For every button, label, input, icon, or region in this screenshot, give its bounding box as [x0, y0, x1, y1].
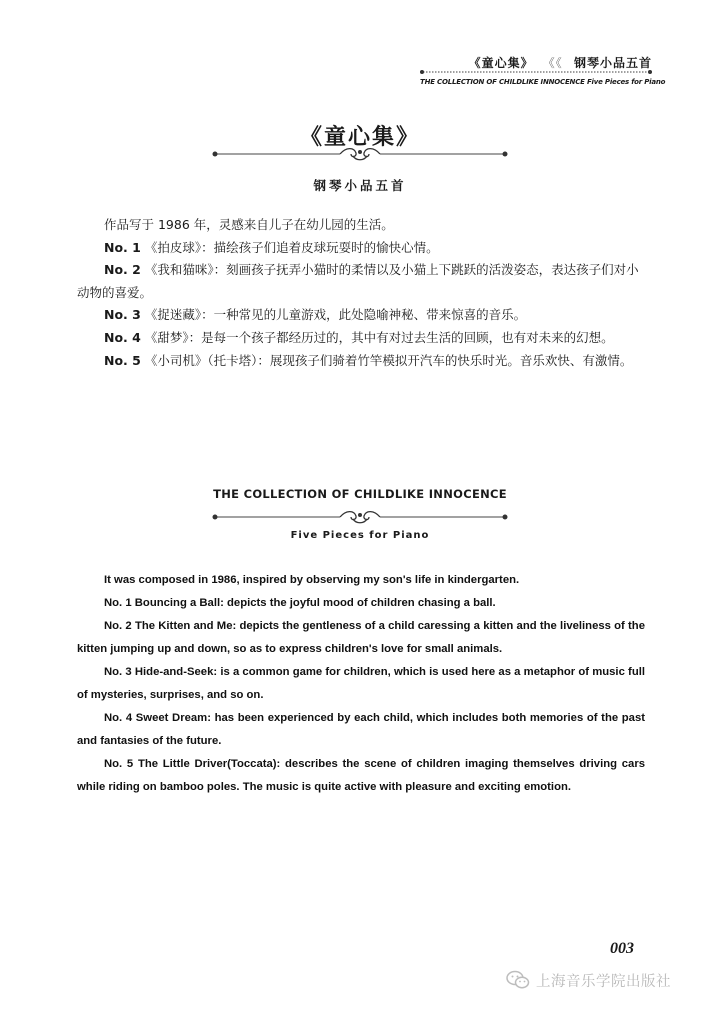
watermark-text: 上海音乐学院出版社	[536, 973, 671, 990]
en-paragraph: No. 1 Bouncing a Ball: depicts the joyful mood of children chasing a ball.	[104, 597, 496, 609]
ornament-divider	[210, 144, 510, 164]
header-cn-subtitle: 钢琴小品五首	[573, 56, 652, 70]
cn-paragraph-text: 《小司机》（托卡塔）：展现孩子们骑着竹竿模拟开汽车的快乐时光。音乐欢快、有激情。	[144, 352, 633, 368]
wechat-icon	[506, 970, 530, 990]
en-description	[77, 569, 645, 799]
en-paragraph: It was composed in 1986, inspired by observing my son's life in kindergarten.	[104, 574, 520, 586]
cn-piece-number: No. 4	[104, 329, 141, 345]
cn-paragraph-text: 作品写于 1986 年，灵感来自儿子在幼儿园的生活。	[104, 217, 394, 232]
cn-paragraph	[77, 350, 647, 373]
cn-paragraph	[77, 327, 647, 350]
cn-title: 《童心集》	[299, 125, 420, 150]
cn-paragraph-text: 《甜梦》：是每一个孩子都经历过的，其中有对过去生活的回顾，也有对未来的幻想。	[144, 329, 614, 345]
header-cn-title: 《童心集》	[468, 56, 534, 70]
cn-paragraph	[77, 237, 647, 260]
cn-paragraph-text: 《拍皮球》：描绘孩子们追着皮球玩耍时的愉快心情。	[144, 239, 439, 255]
header-en-line: THE COLLECTION OF CHILDLIKE INNOCENCE Five Pieces for Piano	[420, 78, 666, 86]
cn-description	[77, 214, 647, 372]
cn-paragraph-text: 《捉迷藏》：一种常见的儿童游戏，此处隐喻神秘、带来惊喜的音乐。	[144, 307, 527, 323]
cn-paragraph-text: 《我和猫咪》：刻画孩子抚弄小猫时的柔情以及小猫上下跳跃的活泼姿态，表达孩子们对小动物的喜爱。	[77, 262, 639, 300]
cn-piece-number: No. 5	[104, 352, 141, 368]
en-paragraph: No. 3 Hide-and-Seek: is a common game for children, which is used here as a metaphor of music full of mysteries, surprises, and so on.	[77, 666, 645, 701]
en-title: THE COLLECTION OF CHILDLIKE INNOCENCE	[213, 487, 507, 501]
en-paragraph: No. 2 The Kitten and Me: depicts the gentleness of a child caressing a kitten and the liveliness of the kitten jumping up and down, so as to express children's love for small animals.	[77, 620, 645, 655]
cn-piece-number: No. 1	[104, 239, 141, 255]
page-number: 003	[610, 940, 634, 957]
en-paragraph: No. 5 The Little Driver(Toccata): describes the scene of children imaging themselves driving cars while riding on bamboo poles. The music is quite active with pleasure and exciting emotion.	[77, 758, 645, 793]
en-subtitle: Five Pieces for Piano	[290, 530, 430, 541]
header-separator: 《《	[542, 56, 563, 70]
cn-piece-number: No. 2	[104, 262, 141, 278]
cn-piece-number: No. 3	[104, 307, 141, 323]
en-paragraph: No. 4 Sweet Dream: has been experienced by each child, which includes both memories of the past and fantasies of the future.	[77, 712, 645, 747]
header-rule	[420, 69, 652, 75]
ornament-divider	[210, 507, 510, 527]
cn-paragraph	[77, 259, 647, 304]
cn-paragraph	[77, 304, 647, 327]
cn-paragraph	[77, 214, 647, 237]
publisher-watermark	[506, 967, 702, 993]
cn-subtitle: 钢琴小品五首	[313, 178, 407, 193]
